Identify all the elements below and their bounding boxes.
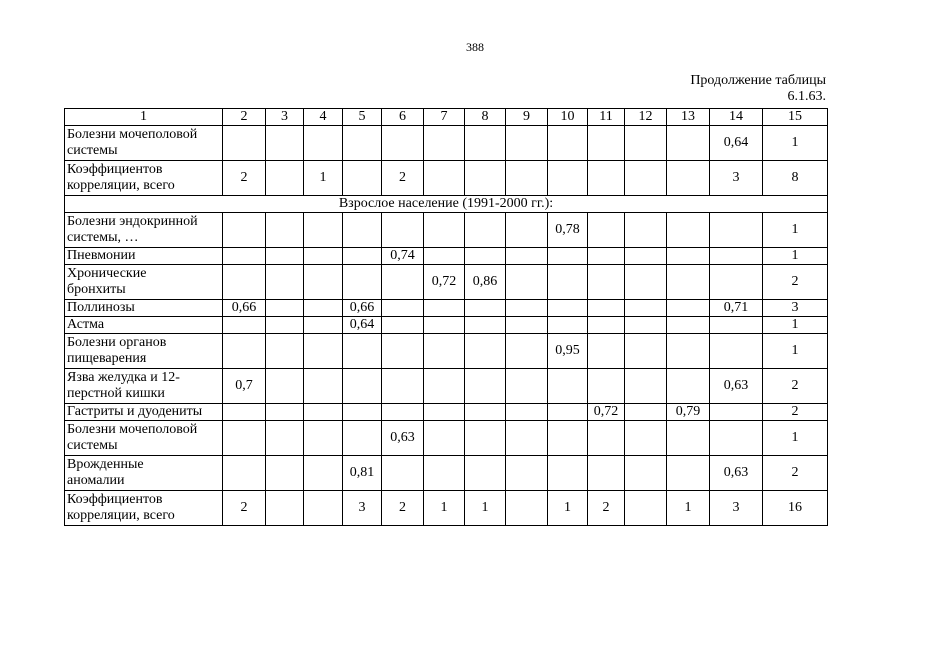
table-cell	[343, 161, 382, 196]
table-cell: 3	[710, 161, 763, 196]
table-cell	[667, 334, 710, 369]
table-cell	[343, 126, 382, 161]
table-cell	[304, 126, 343, 161]
table-cell	[304, 334, 343, 369]
table-cell	[424, 213, 465, 248]
column-header: 10	[548, 109, 588, 126]
table-cell	[548, 265, 588, 300]
table-cell	[548, 456, 588, 491]
table-cell	[588, 317, 625, 334]
table-cell	[625, 265, 667, 300]
row-label-line: Болезни мочеполовой	[67, 422, 198, 437]
column-header: 3	[266, 109, 304, 126]
table-cell	[710, 213, 763, 248]
table-cell	[304, 421, 343, 456]
row-label-line: Врожденные	[67, 457, 144, 472]
table-cell	[625, 161, 667, 196]
table-cell: 1	[304, 161, 343, 196]
table-cell: 0,71	[710, 300, 763, 317]
table-cell	[424, 300, 465, 317]
section-row	[65, 196, 828, 213]
table-cell	[588, 369, 625, 404]
column-header: 4	[304, 109, 343, 126]
table-cell	[266, 334, 304, 369]
row-label-line: системы	[67, 143, 118, 158]
table-cell	[343, 334, 382, 369]
column-header: 2	[223, 109, 266, 126]
table-cell	[625, 456, 667, 491]
row-label	[65, 265, 223, 300]
table-cell: 0,66	[223, 300, 266, 317]
table-cell	[382, 265, 424, 300]
column-header: 14	[710, 109, 763, 126]
table-cell	[266, 369, 304, 404]
table-row	[65, 334, 828, 369]
table-row	[65, 300, 828, 317]
table-cell	[548, 317, 588, 334]
table-cell	[424, 369, 465, 404]
table-cell: 2	[763, 369, 828, 404]
table-cell	[667, 161, 710, 196]
row-label	[65, 456, 223, 491]
table-cell: 0,72	[588, 404, 625, 421]
table-cell	[223, 265, 266, 300]
table-header-row	[65, 109, 828, 126]
table-cell	[506, 317, 548, 334]
table-cell	[548, 161, 588, 196]
row-label-line: корреляции, всего	[67, 178, 175, 193]
table-cell	[625, 317, 667, 334]
table-cell: 0,74	[382, 248, 424, 265]
table-cell	[588, 300, 625, 317]
table-row	[65, 248, 828, 265]
table-cell	[710, 317, 763, 334]
table-cell	[304, 404, 343, 421]
table-cell	[625, 369, 667, 404]
table-cell	[266, 317, 304, 334]
table-cell	[343, 404, 382, 421]
column-header: 11	[588, 109, 625, 126]
table-cell	[223, 126, 266, 161]
table-cell: 1	[763, 317, 828, 334]
table-cell: 1	[424, 491, 465, 526]
column-header: 9	[506, 109, 548, 126]
table-cell	[424, 248, 465, 265]
table-cell	[304, 491, 343, 526]
table-cell	[304, 248, 343, 265]
table-cell: 1	[763, 213, 828, 248]
table-cell	[382, 213, 424, 248]
table-cell	[506, 213, 548, 248]
column-header: 7	[424, 109, 465, 126]
table-cell	[424, 404, 465, 421]
table-cell	[710, 248, 763, 265]
table-cell	[465, 161, 506, 196]
table-row	[65, 369, 828, 404]
column-header: 8	[465, 109, 506, 126]
table-cell	[710, 334, 763, 369]
table-cell: 3	[763, 300, 828, 317]
table-cell: 2	[382, 491, 424, 526]
table-cell: 0,66	[343, 300, 382, 317]
row-label-line: перстной кишки	[67, 386, 165, 401]
table-cell	[382, 126, 424, 161]
table-cell	[266, 421, 304, 456]
table-cell	[625, 421, 667, 456]
table-cell: 0,95	[548, 334, 588, 369]
table-cell	[548, 404, 588, 421]
table-cell	[548, 369, 588, 404]
table-cell: 3	[343, 491, 382, 526]
column-header: 15	[763, 109, 828, 126]
table-cell	[667, 421, 710, 456]
table-cell	[223, 404, 266, 421]
table-cell	[588, 421, 625, 456]
table-cell	[588, 248, 625, 265]
table-cell	[465, 334, 506, 369]
table-cell: 3	[710, 491, 763, 526]
row-label	[65, 404, 223, 421]
table-cell	[667, 300, 710, 317]
table-cell: 1	[465, 491, 506, 526]
table-cell	[465, 456, 506, 491]
row-label-line: Болезни мочеполовой	[67, 127, 198, 142]
table-cell	[343, 421, 382, 456]
table-cell	[266, 126, 304, 161]
table-cell	[266, 265, 304, 300]
table-cell	[382, 334, 424, 369]
table-cell	[506, 161, 548, 196]
table-cell	[465, 317, 506, 334]
row-label	[65, 161, 223, 196]
table-cell: 2	[763, 456, 828, 491]
table-cell	[424, 126, 465, 161]
table-cell	[465, 213, 506, 248]
table-cell	[465, 126, 506, 161]
row-label-line: системы, …	[67, 230, 139, 245]
table-cell: 0,79	[667, 404, 710, 421]
table-cell	[506, 456, 548, 491]
table-cell	[667, 317, 710, 334]
table-cell	[223, 421, 266, 456]
table-cell: 2	[588, 491, 625, 526]
row-label-line: Астма	[67, 317, 105, 332]
table-cell	[625, 126, 667, 161]
table-row	[65, 161, 828, 196]
table-cell	[465, 421, 506, 456]
table-cell	[382, 456, 424, 491]
row-label-line: Гастриты и дуодениты	[67, 404, 203, 419]
caption-line-1: Продолжение таблицы	[690, 73, 826, 88]
table-cell	[465, 300, 506, 317]
table-cell	[667, 248, 710, 265]
table-cell: 1	[763, 421, 828, 456]
row-label	[65, 317, 223, 334]
row-label-line: бронхиты	[67, 282, 126, 297]
table-cell: 2	[763, 404, 828, 421]
row-label	[65, 248, 223, 265]
row-label	[65, 126, 223, 161]
table-cell: 0,78	[548, 213, 588, 248]
column-header: 13	[667, 109, 710, 126]
table-row	[65, 456, 828, 491]
table-cell	[304, 456, 343, 491]
table-cell: 16	[763, 491, 828, 526]
table-cell	[548, 248, 588, 265]
row-label-line: системы	[67, 438, 118, 453]
correlation-table	[64, 108, 828, 526]
table-cell	[506, 265, 548, 300]
table-cell: 8	[763, 161, 828, 196]
table-cell	[506, 421, 548, 456]
table-cell: 1	[548, 491, 588, 526]
table-cell: 2	[223, 491, 266, 526]
table-cell	[424, 421, 465, 456]
table-cell	[382, 317, 424, 334]
table-cell	[710, 404, 763, 421]
table-cell	[506, 334, 548, 369]
table-cell	[506, 248, 548, 265]
table-cell: 0,86	[465, 265, 506, 300]
table-cell	[266, 161, 304, 196]
table-cell: 0,63	[710, 369, 763, 404]
row-label-line: Болезни эндокринной	[67, 214, 198, 229]
column-header: 1	[65, 109, 223, 126]
table-cell	[548, 126, 588, 161]
table-cell	[424, 161, 465, 196]
row-label	[65, 213, 223, 248]
row-label	[65, 300, 223, 317]
table-cell: 0,81	[343, 456, 382, 491]
table-cell	[223, 317, 266, 334]
table-cell	[465, 404, 506, 421]
table-cell: 0,72	[424, 265, 465, 300]
table-cell	[266, 404, 304, 421]
table-cell	[304, 369, 343, 404]
table-cell	[625, 300, 667, 317]
table-cell: 0,7	[223, 369, 266, 404]
table-cell	[506, 300, 548, 317]
table-row	[65, 265, 828, 300]
table-cell	[424, 456, 465, 491]
table-cell	[304, 300, 343, 317]
table-cell	[667, 456, 710, 491]
table-row	[65, 213, 828, 248]
table-cell	[625, 213, 667, 248]
row-label-line: Коэффициентов	[67, 162, 163, 177]
table-row	[65, 126, 828, 161]
table-cell	[710, 265, 763, 300]
table-cell	[667, 126, 710, 161]
table-cell	[343, 369, 382, 404]
column-header: 6	[382, 109, 424, 126]
row-label-line: Хронические	[67, 266, 147, 281]
row-label-line: Язва желудка и 12-	[67, 370, 180, 385]
table-cell	[588, 161, 625, 196]
table-cell	[223, 248, 266, 265]
table-row	[65, 421, 828, 456]
table-cell: 1	[763, 334, 828, 369]
table-caption	[690, 73, 826, 105]
table-cell	[506, 369, 548, 404]
table-cell: 0,63	[710, 456, 763, 491]
table-cell	[424, 317, 465, 334]
table-cell	[465, 248, 506, 265]
table-cell: 0,64	[343, 317, 382, 334]
table-cell	[223, 334, 266, 369]
table-cell: 0,64	[710, 126, 763, 161]
table-cell	[588, 334, 625, 369]
column-header: 5	[343, 109, 382, 126]
table-cell: 0,63	[382, 421, 424, 456]
row-label-line: аномалии	[67, 473, 125, 488]
caption-line-2: 6.1.63.	[787, 89, 826, 104]
table-cell	[506, 491, 548, 526]
table-cell: 1	[763, 248, 828, 265]
table-row	[65, 491, 828, 526]
table-cell	[548, 300, 588, 317]
row-label	[65, 421, 223, 456]
table-cell	[625, 248, 667, 265]
table-cell	[548, 421, 588, 456]
table-cell	[223, 213, 266, 248]
table-cell: 1	[667, 491, 710, 526]
table-cell	[588, 456, 625, 491]
row-label-line: Поллинозы	[67, 300, 135, 315]
row-label	[65, 334, 223, 369]
table-cell	[625, 491, 667, 526]
table-cell	[424, 334, 465, 369]
table-cell	[382, 300, 424, 317]
table-cell: 2	[223, 161, 266, 196]
table-cell	[667, 213, 710, 248]
table-cell	[382, 404, 424, 421]
table-cell	[304, 213, 343, 248]
table-row	[65, 404, 828, 421]
table-cell	[667, 265, 710, 300]
table-cell: 1	[763, 126, 828, 161]
table-cell	[304, 317, 343, 334]
row-label-line: пищеварения	[67, 351, 147, 366]
table-cell	[223, 456, 266, 491]
table-cell	[667, 369, 710, 404]
row-label-line: корреляции, всего	[67, 508, 175, 523]
row-label	[65, 491, 223, 526]
table-row	[65, 317, 828, 334]
table-cell	[266, 248, 304, 265]
table-cell: 2	[382, 161, 424, 196]
row-label	[65, 369, 223, 404]
table-cell	[588, 213, 625, 248]
table-cell	[343, 265, 382, 300]
table-cell	[506, 126, 548, 161]
table-cell	[382, 369, 424, 404]
table-cell	[266, 213, 304, 248]
table-cell: 2	[763, 265, 828, 300]
section-title: Взрослое население (1991-2000 гг.):	[65, 196, 828, 213]
table-cell	[588, 126, 625, 161]
page-number: 388	[466, 40, 484, 54]
table-cell	[588, 265, 625, 300]
table-cell	[343, 213, 382, 248]
table-cell	[710, 421, 763, 456]
row-label-line: Болезни органов	[67, 335, 167, 350]
table-cell	[343, 248, 382, 265]
row-label-line: Пневмонии	[67, 248, 136, 263]
column-header: 12	[625, 109, 667, 126]
table-cell	[625, 334, 667, 369]
table-cell	[506, 404, 548, 421]
table-cell	[625, 404, 667, 421]
row-label-line: Коэффициентов	[67, 492, 163, 507]
table-cell	[266, 491, 304, 526]
table-cell	[266, 456, 304, 491]
table-cell	[304, 265, 343, 300]
table-cell	[266, 300, 304, 317]
table-cell	[465, 369, 506, 404]
